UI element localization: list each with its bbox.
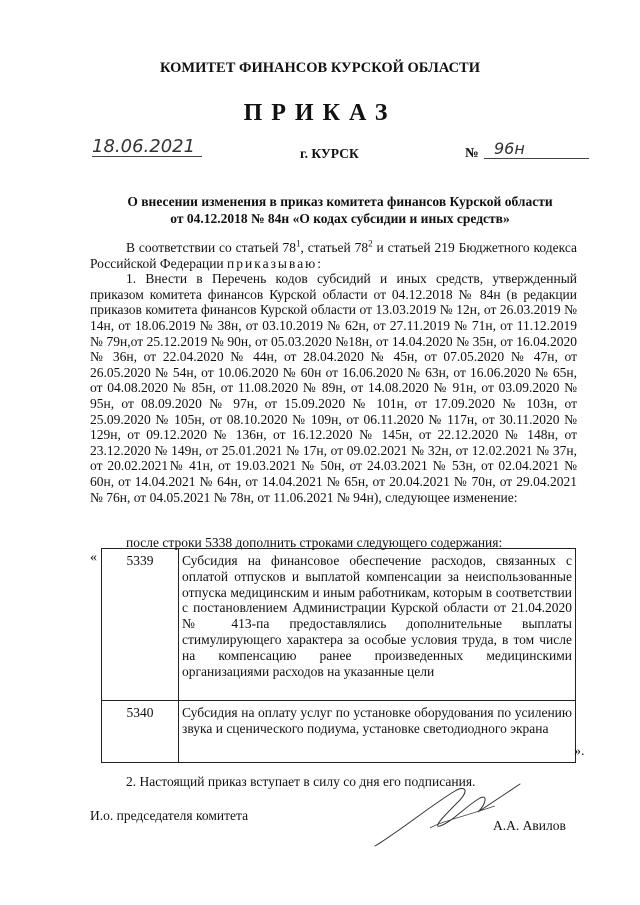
- order-body: [90, 240, 577, 505]
- order-city: г. КУРСК: [300, 146, 359, 161]
- quote-open: «: [90, 550, 97, 565]
- organization-name: КОМИТЕТ ФИНАНСОВ КУРСКОЙ ОБЛАСТИ: [159, 60, 481, 76]
- order-number-label: №: [465, 145, 479, 160]
- quote-close: ».: [574, 744, 585, 759]
- preamble-sup-a: 1: [296, 238, 301, 249]
- document-type-title: ПРИКАЗ: [243, 100, 397, 126]
- paragraph-2: 2. Настоящий приказ вступает в силу со дня его подписания.: [126, 774, 476, 789]
- preamble-text-a: В соответствии со статьей 78: [126, 240, 297, 255]
- order-date: 18.06.2021: [92, 138, 202, 157]
- paragraph-1: 1. Внести в Перечень кодов субсидий и иных средств, утвержденный приказом комитета финансов Курской области от 04.12.2018 № 84н (в редакции приказов комитета финансов Курской области от 13.03.2019 № 12н, от 26.03.2019 № 14н, от 18.06.2019 № 38н, от 03.10.2019 № 62н, от 27.11.2019 № 71н, от 11.12.2019 № 79н,от 25.12.2019 № 90н, от 05.03.2020 №18н, от 14.04.2020 № 35н, от 16.04.2020 № 36н, от 22.04.2020 № 44н, от 28.04.2020 № 45н, от 07.05.2020 № 47н, от 26.05.2020 № 54н, от 10.06.2020 № 60н от 16.06.2020 № 63н, от 16.06.2020 № 65н, от 04.08.2020 № 85н, от 11.08.2020 № 89н, от 14.08.2020 № 91н, от 03.09.2020 № 95н, от 08.09.2020 № 97н, от 15.09.2020 № 101н, от 17.09.2020 № 103н, от 25.09.2020 № 105н, от 08.10.2020 № 109н, от 06.11.2020 № 117н, от 30.11.2020 № 129н, от 09.12.2020 № 136н, от 16.12.2020 № 145н, от 22.12.2020 № 148н, от 23.12.2020 № 149н, от 25.01.2021 № 17н, от 09.02.2021 № 32н, от 12.02.2021 № 37н, от 20.02.2021№ 41н, от 19.03.2021 № 50н, от 24.03.2021 № 53н, от 02.04.2021 № 60н, от 14.04.2021 № 64н, от 14.04.2021 № 65н, от 20.04.2021 № 70н, от 29.04.2021 № 76н, от 04.05.2021 № 78н, от 11.06.2021 № 94н), следующее изменение:: [90, 271, 577, 505]
- handwritten-signature: [370, 776, 530, 851]
- order-subject: [110, 193, 570, 227]
- preamble-text-c: и статьей 219 Бюджетного кодекса Российской Федерации: [90, 240, 577, 271]
- order-number: 96н: [484, 140, 589, 159]
- subject-line-2: от 04.12.2018 № 84н «О кодах субсидии и иных средств»: [170, 211, 510, 226]
- codes-table: [101, 548, 576, 763]
- table-cell-code: 5340: [102, 701, 179, 763]
- table-row: [102, 701, 576, 763]
- table-row: [102, 549, 576, 701]
- preamble-sup-b: 2: [368, 238, 373, 249]
- table-cell-code: 5339: [102, 549, 179, 701]
- preamble: [90, 240, 577, 271]
- signatory-name: А.А. Авилов: [493, 818, 566, 833]
- after-line-instruction: после строки 5338 дополнить строками следующего содержания:: [126, 535, 503, 550]
- table-cell-text: Субсидия на оплату услуг по установке оборудования по усилению звука и сценического подиума, установке светодиодного экрана: [179, 701, 576, 763]
- signatory-position: И.о. председателя комитета: [90, 808, 249, 823]
- preamble-text-b: , статьей 78: [300, 240, 369, 255]
- preamble-command: приказываю:: [227, 255, 324, 271]
- table-cell-text: Субсидия на финансовое обеспечение расходов, связанных с оплатой отпусков и выплатой компенсации за неиспользованные отпуска медицинским и иным работникам, которым в соответствии с постановлением Администрации Курской области от 21.04.2020 № 413-па предоставлялись дополнительные выплаты стимулирующего характера за особые условия труда, в том числе на компенсацию ранее произведенных медицинскими организациями расходов на указанные цели: [179, 549, 576, 701]
- subject-line-1: О внесении изменения в приказ комитета финансов Курской области: [127, 194, 553, 209]
